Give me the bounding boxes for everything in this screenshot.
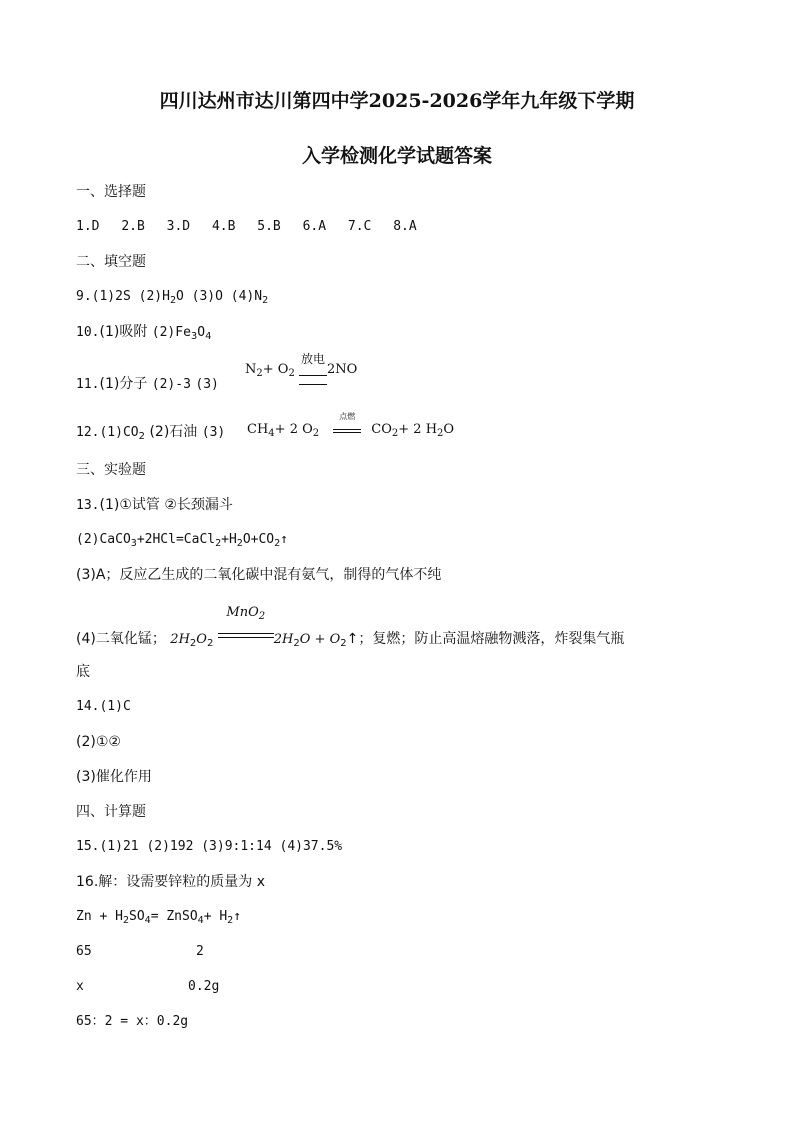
q13-part3: (3)A；反应乙生成的二氧化碳中混有氨气，制得的气体不纯	[76, 567, 442, 583]
section-heading-calculation: 四、计算题	[76, 804, 146, 820]
answer-8: 8.A	[393, 219, 417, 234]
q9-answer: 9.(1)2S $(2)H_2O$ (3)O $(4)N_2$	[76, 289, 269, 306]
document-title-line2: 入学检测化学试题答案	[301, 145, 492, 167]
q13-part4-continued: 底	[76, 664, 90, 680]
q12-answer: $12.(1)CO_2$ (2)石油 (3)	[76, 424, 226, 442]
q16-mass-row1-b: 2	[196, 944, 204, 959]
section-heading-experiment: 三、实验题	[76, 462, 146, 478]
q16-mass-row2-b: 0.2g	[188, 979, 220, 994]
q12-reaction-arrow: 点燃	[333, 420, 361, 440]
q13-part2: $(2)CaCO_3+2HCl=CaCl_2+H_2O+CO_2↑$	[76, 532, 288, 549]
choice-answers	[76, 217, 417, 237]
q11-reaction-arrow: 放电	[299, 360, 327, 380]
q16-mass-row2: x	[76, 979, 84, 994]
answer-4: 4.B	[211, 219, 236, 234]
q16-equation: $Zn + H_2SO_4=$ ZnSO$_4$+ $H_2↑$	[76, 909, 242, 926]
q11-answer: 11.(1)分子 (2)-3 (3)	[76, 376, 219, 392]
q13-part4: (4)二氧化锰； $2H_2O_2$ MnO$_2$ $2H_2O$ + $O_2↑$；复燃；防止高温熔融物溅落，炸裂集气瓶	[76, 605, 625, 649]
q14-part1: 14.(1)C	[76, 699, 131, 714]
answer-2: 2.B	[121, 219, 145, 234]
q14-part2: (2)①②	[76, 734, 121, 750]
answer-7: 7.C	[347, 219, 372, 234]
section-heading-fill: 二、填空题	[76, 254, 146, 270]
q16-ratio: 65：2 = x：0.2g	[76, 1014, 189, 1029]
answer-1: 1.D	[76, 219, 100, 234]
document-title-line1: 四川达州市达川第四中学2025-2026学年九年级下学期	[159, 90, 635, 112]
q11-equation: $N_2+ O_2$ 放电 2NO	[245, 360, 357, 380]
answer-6: 6.A	[302, 219, 327, 234]
q14-part3: (3)催化作用	[76, 769, 152, 785]
q15-answer: 15.(1)21 (2)192 (3)9:1:14 (4)37.5%	[76, 839, 343, 854]
q16-mass-row1: 65	[76, 944, 92, 959]
q13-part1: 13.(1)①试管 ②长颈漏斗	[76, 497, 233, 513]
q12-equation: $CH_4+ 2$ $O_2$ 点燃 $CO_2+ 2$ $H_2O$	[247, 412, 455, 439]
q13-reaction-arrow: MnO$_2$	[218, 630, 274, 650]
answer-5: 5.B	[257, 219, 281, 234]
q10-answer: 10.(1)吸附 $(2)Fe_3O_4$	[76, 324, 212, 342]
q16-intro: 16.解：设需要锌粒的质量为 x	[76, 874, 265, 890]
section-heading-choice: 一、选择题	[76, 184, 146, 200]
answer-3: 3.D	[166, 219, 191, 234]
